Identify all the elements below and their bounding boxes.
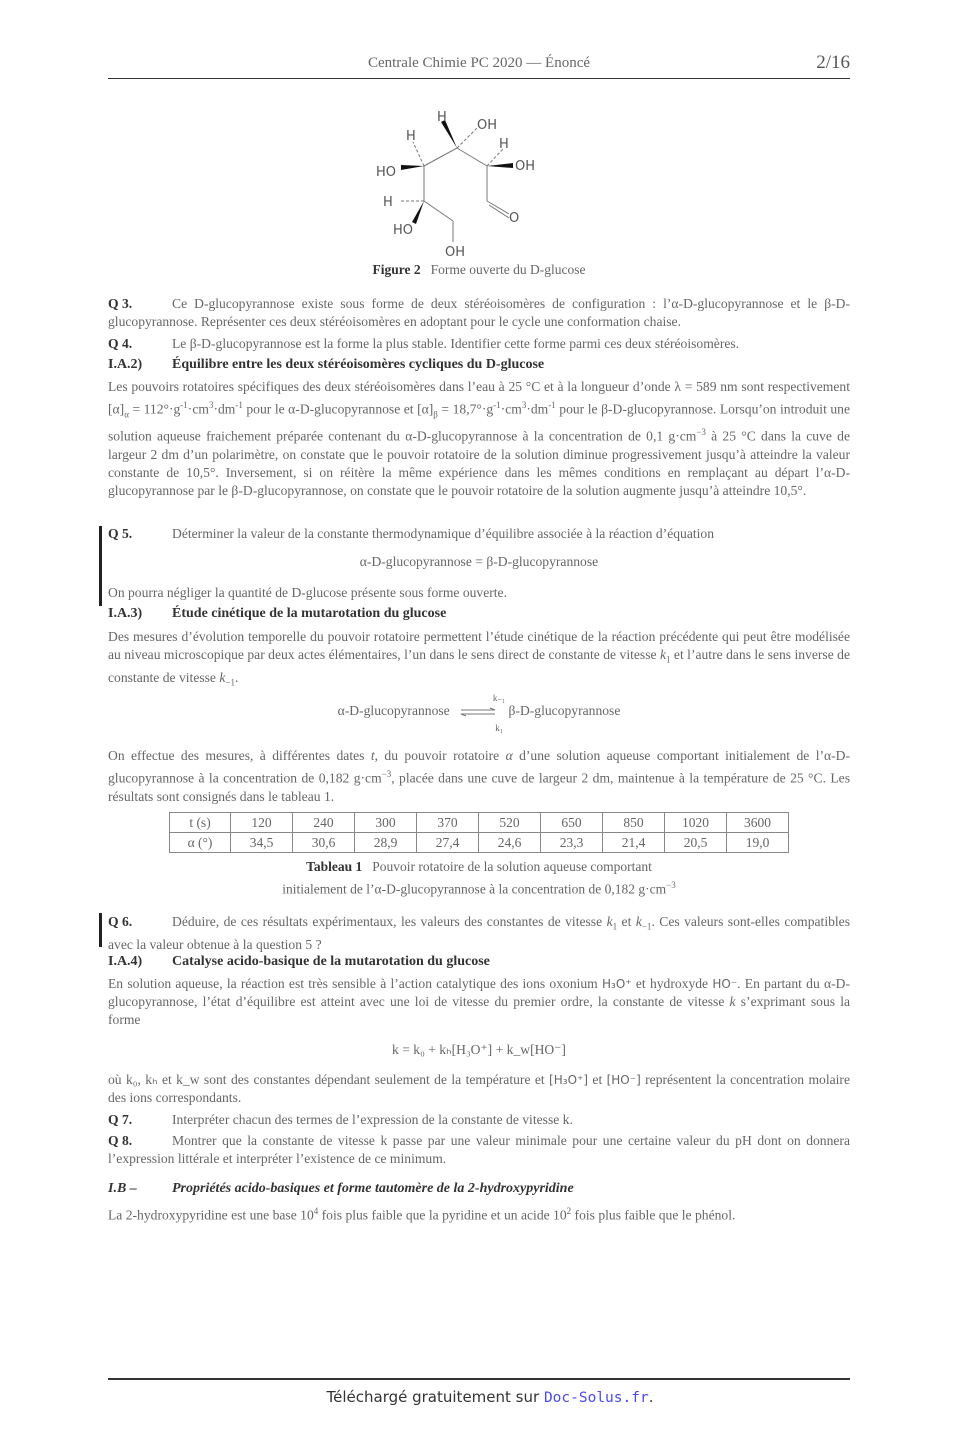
subscript: α bbox=[124, 409, 129, 420]
formula-ho: [HO⁻] bbox=[606, 1073, 641, 1087]
paragraph-measurements bbox=[108, 747, 850, 806]
row-header: α (°) bbox=[170, 833, 231, 853]
text: Des mesures d’évolution temporelle du pouvoir rotatoire permettent l’étude cinétique de la réaction précédente qui peut être modélisée au niveau microscopique par deux actes élémentaires, l’un dans le sens direct de constante de vitesse bbox=[108, 629, 850, 662]
text: d’une solution aqueuse comportant initialement de l’α-D-glucopyrannose à la concentration de 0,182 g·cm bbox=[108, 748, 851, 786]
paragraph-ib bbox=[108, 1202, 850, 1225]
text: à 25 °C dans la cuve de largeur 2 dm d’un polarimètre, on constate que le pouvoir rotatoire de la solution diminue progressivement jusqu’à atteindre la valeur constante de 10,5°. Inversement, si on réitère la même expérience dans les mêmes conditions en remplaçant au départ l’α-D-glucopyrannose par le β-D-glucopyrannose, on constate que le pouvoir rotatoire de la solution augmente jusqu’à atteindre 10,5°. bbox=[108, 428, 850, 498]
section-title: Étude cinétique de la mutarotation du glucose bbox=[172, 606, 447, 621]
table-caption bbox=[108, 858, 850, 899]
doc-solus-link[interactable]: Doc-Solus.fr bbox=[543, 1390, 649, 1406]
footer-dot: . bbox=[648, 1388, 654, 1406]
question-label: Q 3. bbox=[108, 296, 133, 311]
row-header: t (s) bbox=[170, 813, 231, 833]
table-cell-t: 120 bbox=[231, 813, 293, 833]
superscript: −3 bbox=[696, 427, 706, 438]
subscript: 1 bbox=[612, 921, 618, 932]
question-text: Ce D-glucopyrannose existe sous forme de deux stéréoisomères de configuration : l’α-D-glucopyrannose et le β-D-glucopyrannose. Représenter ces deux stéréoisomères en adoptant pour le cycle une conformation chaise. bbox=[108, 296, 850, 329]
table-cell-alpha: 23,3 bbox=[541, 833, 603, 853]
table-cell-alpha: 27,4 bbox=[417, 833, 479, 853]
section-number: I.A.2) bbox=[108, 357, 143, 372]
rate-constant-forward: k₁ bbox=[495, 723, 503, 733]
table-cell-alpha: 34,5 bbox=[231, 833, 293, 853]
paragraph-ia2 bbox=[108, 378, 850, 500]
superscript: −3 bbox=[381, 769, 392, 779]
figure-label: Figure 2 bbox=[372, 262, 421, 277]
section-number: I.A.3) bbox=[108, 606, 143, 621]
text: et bbox=[617, 914, 636, 929]
figure-2 bbox=[108, 104, 850, 278]
subscript: β bbox=[433, 409, 438, 420]
figure-caption bbox=[108, 262, 850, 278]
atom-o: O bbox=[509, 211, 520, 226]
section-title: Catalyse acido-basique de la mutarotation du glucose bbox=[172, 954, 490, 969]
question-4 bbox=[108, 335, 850, 353]
table-cell-alpha: 21,4 bbox=[603, 833, 665, 853]
header-title: Centrale Chimie PC 2020 — Énoncé bbox=[367, 55, 591, 71]
formula-ho: HO⁻ bbox=[712, 977, 738, 991]
question-label: Q 8. bbox=[108, 1133, 133, 1148]
variable-k: k bbox=[729, 994, 736, 1009]
table-cell-t: 370 bbox=[417, 813, 479, 833]
subscript: 1 bbox=[666, 654, 671, 665]
variable-t: t bbox=[370, 748, 375, 763]
text: pour le α-D-glucopyrannose et [α] bbox=[242, 401, 434, 417]
section-heading-ia3 bbox=[108, 606, 850, 622]
superscript: -1 bbox=[493, 400, 501, 410]
text: ·cm bbox=[500, 401, 522, 417]
change-bar bbox=[99, 913, 102, 947]
product: β-D-glucopyrannose bbox=[508, 703, 621, 719]
page-number: 2/16 bbox=[816, 52, 850, 73]
atom-h: H bbox=[406, 129, 416, 144]
superscript: -1 bbox=[235, 400, 243, 410]
superscript: 3 bbox=[521, 400, 527, 410]
superscript: 4 bbox=[313, 1206, 319, 1216]
question-3 bbox=[108, 295, 850, 331]
reactant: α-D-glucopyrannose bbox=[337, 703, 450, 719]
section-number: I.A.4) bbox=[108, 954, 143, 969]
section-heading-ia2 bbox=[108, 357, 850, 373]
table-1-container bbox=[108, 812, 850, 899]
table-caption-line2: initialement de l’α-D-glucopyrannose à la concentration de 0,182 g·cm bbox=[282, 881, 667, 897]
table-cell-t: 520 bbox=[479, 813, 541, 833]
table-row bbox=[170, 833, 789, 853]
text: ·dm bbox=[526, 401, 549, 417]
equilibrium-arrow-icon bbox=[461, 708, 497, 716]
superscript: 2 bbox=[566, 1206, 572, 1216]
question-label: Q 6. bbox=[108, 914, 133, 929]
text: . Ces valeurs sont-elles compatibles avec la valeur obtenue à la question 5 ? bbox=[108, 914, 851, 952]
atom-ho: HO bbox=[393, 223, 414, 238]
formula-h3o: [H₃O⁺] bbox=[549, 1073, 589, 1087]
question-5 bbox=[108, 525, 850, 543]
variable-k: k bbox=[635, 914, 642, 929]
table-cell-alpha: 20,5 bbox=[665, 833, 727, 853]
glucose-structure-diagram bbox=[376, 104, 579, 260]
question-text: Montrer que la constante de vitesse k passe par une valeur minimale pour une certaine valeur du pH dont on donnera l’expression littérale et interpréter l’existence de ce minimum. bbox=[108, 1133, 850, 1166]
atom-oh: OH bbox=[445, 245, 466, 260]
question-label: Q 7. bbox=[108, 1112, 133, 1127]
section-title: Équilibre entre les deux stéréoisomères cycliques du D-glucose bbox=[172, 357, 545, 372]
variable-k: k bbox=[659, 647, 666, 662]
section-heading-ia4 bbox=[108, 954, 850, 970]
atom-oh: OH bbox=[477, 118, 498, 133]
text: La 2-hydroxypyridine est une base 10 bbox=[108, 1207, 314, 1223]
table-cell-t: 3600 bbox=[727, 813, 789, 833]
table-cell-alpha: 30,6 bbox=[293, 833, 355, 853]
superscript: −3 bbox=[666, 880, 676, 890]
text: ·cm bbox=[187, 401, 209, 417]
paragraph-ia4 bbox=[108, 975, 850, 1029]
question-text: Interpréter chacun des termes de l’expression de la constante de vitesse k. bbox=[172, 1112, 573, 1127]
text: . En partant du α-D-glucopyrannose, l’état d’équilibre est atteint avec une loi de vitesse du premier ordre, la constante de vitesse bbox=[108, 976, 850, 1009]
variable-alpha: α bbox=[505, 748, 513, 763]
table-label: Tableau 1 bbox=[306, 859, 363, 874]
atom-h: H bbox=[383, 195, 393, 210]
text: = 18,7°·g bbox=[437, 401, 494, 417]
text: En solution aqueuse, la réaction est très sensible à l’action catalytique des ions oxonium bbox=[108, 976, 603, 991]
table-1 bbox=[169, 812, 789, 853]
text: fois plus faible que la pyridine et un acide 10 bbox=[318, 1207, 567, 1223]
question-7 bbox=[108, 1111, 850, 1129]
text: , du pouvoir rotatoire bbox=[374, 748, 506, 763]
question-label: Q 4. bbox=[108, 336, 133, 351]
variable-k: k bbox=[219, 669, 226, 685]
question-text: Déterminer la valeur de la constante thermodynamique d’équilibre associée à la réaction d’équation bbox=[172, 526, 715, 541]
footer-text: Téléchargé gratuitement sur bbox=[326, 1388, 540, 1406]
table-row bbox=[170, 813, 789, 833]
page-header bbox=[108, 52, 850, 79]
text: et bbox=[588, 1072, 607, 1087]
table-cell-alpha: 28,9 bbox=[355, 833, 417, 853]
superscript: -1 bbox=[548, 400, 556, 410]
table-cell-t: 240 bbox=[293, 813, 355, 833]
page-footer bbox=[0, 1388, 980, 1406]
equilibrium-arrows bbox=[459, 693, 506, 733]
text: et l’autre dans le sens inverse de constante de vitesse bbox=[108, 647, 850, 685]
text: s’exprimant sous la forme bbox=[108, 994, 851, 1027]
subscript: −1 bbox=[225, 677, 235, 688]
atom-ho: HO bbox=[376, 165, 397, 180]
text: pour le β-D-glucopyrannose. Lorsqu’on introduit une solution aqueuse fraichement préparée contenant du α-D-glucopyrannose à la concentration de 0,1 g·cm bbox=[108, 401, 851, 444]
text: Déduire, de ces résultats expérimentaux, les valeurs des constantes de vitesse bbox=[172, 914, 607, 929]
superscript: -1 bbox=[180, 400, 188, 410]
figure-caption-text: Forme ouverte du D-glucose bbox=[430, 262, 586, 277]
text: représentent la concentration molaire des ions correspondants. bbox=[108, 1072, 850, 1105]
atom-oh: OH bbox=[515, 159, 536, 174]
section-heading-ib bbox=[108, 1181, 850, 1197]
question-6 bbox=[108, 913, 850, 954]
text: . bbox=[234, 669, 239, 685]
equilibrium-equation: α-D-glucopyrannose = β-D-glucopyrannose bbox=[359, 554, 599, 569]
rate-equation: k = k₀ + kₕ[H₃O⁺] + k_w[HO⁻] bbox=[392, 1042, 566, 1057]
paragraph-ia3 bbox=[108, 628, 850, 691]
text: et hydroxyde bbox=[631, 976, 713, 991]
table-cell-alpha: 19,0 bbox=[727, 833, 789, 853]
text: où k₀, kₕ et k_w sont des constantes dépendant seulement de la température et bbox=[108, 1072, 550, 1087]
table-cell-t: 650 bbox=[541, 813, 603, 833]
subscript: −1 bbox=[641, 921, 652, 932]
section-number: I.B – bbox=[108, 1181, 137, 1196]
paragraph-after-equation bbox=[108, 1071, 850, 1107]
atom-h: H bbox=[437, 110, 447, 125]
question-5-note: On pourra négliger la quantité de D-glucose présente sous forme ouverte. bbox=[108, 585, 507, 600]
question-label: Q 5. bbox=[108, 526, 133, 541]
atom-h: H bbox=[499, 137, 509, 152]
text: Les pouvoirs rotatoires spécifiques des deux stéréoisomères dans l’eau à 25 °C et à la longueur d’onde λ = 589 nm sont respectivement [α] bbox=[108, 379, 850, 417]
question-text: Le β-D-glucopyrannose est la forme la plus stable. Identifier cette forme parmi ces deux stéréoisomères. bbox=[172, 336, 740, 351]
text: fois plus faible que le phénol. bbox=[571, 1207, 736, 1223]
rate-constant-reverse: k₋₁ bbox=[492, 693, 506, 703]
reaction-scheme bbox=[108, 693, 850, 733]
section-title: Propriétés acido-basiques et forme tautomère de la 2-hydroxypyridine bbox=[172, 1181, 574, 1196]
table-cell-t: 1020 bbox=[665, 813, 727, 833]
formula-h3o: H₃O⁺ bbox=[602, 977, 632, 991]
question-8 bbox=[108, 1132, 850, 1168]
table-cell-alpha: 24,6 bbox=[479, 833, 541, 853]
text: On effectue des mesures, à différentes dates bbox=[108, 748, 371, 763]
text: ·dm bbox=[213, 401, 236, 417]
text: = 112°·g bbox=[128, 401, 181, 417]
text: , placée dans une cuve de largeur 2 dm, maintenue à la température de 25 °C. Les résultats sont consignés dans le tableau 1. bbox=[108, 770, 850, 804]
change-bar bbox=[99, 526, 102, 606]
table-cell-t: 850 bbox=[603, 813, 665, 833]
table-cell-t: 300 bbox=[355, 813, 417, 833]
variable-k: k bbox=[606, 914, 613, 929]
table-caption-line1: Pouvoir rotatoire de la solution aqueuse comportant bbox=[372, 859, 652, 874]
superscript: 3 bbox=[208, 400, 214, 410]
footer-rule bbox=[108, 1378, 850, 1380]
